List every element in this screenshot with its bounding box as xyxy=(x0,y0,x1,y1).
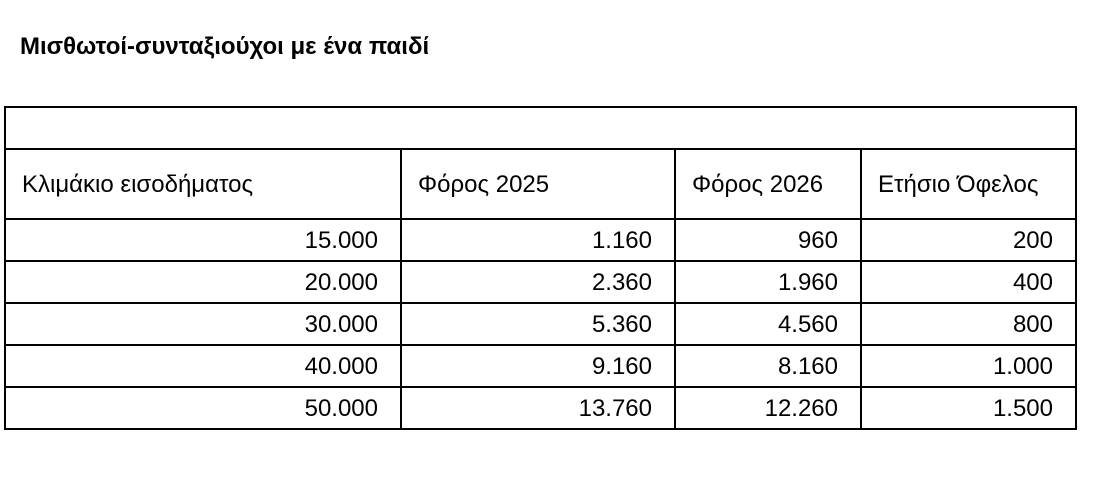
cell-income-bracket: 20.000 xyxy=(5,261,401,303)
cell-tax-2026: 12.260 xyxy=(675,387,861,429)
cell-income-bracket: 30.000 xyxy=(5,303,401,345)
cell-tax-2025: 1.160 xyxy=(401,219,675,261)
table-row xyxy=(5,303,1076,345)
header-tax-2025: Φόρος 2025 xyxy=(401,149,675,219)
header-annual-benefit: Ετήσιο Όφελος xyxy=(861,149,1076,219)
header-income-bracket: Κλιμάκιο εισοδήματος xyxy=(5,149,401,219)
tax-table xyxy=(4,106,1077,430)
table-row xyxy=(5,345,1076,387)
cell-tax-2025: 13.760 xyxy=(401,387,675,429)
cell-tax-2025: 9.160 xyxy=(401,345,675,387)
cell-income-bracket: 50.000 xyxy=(5,387,401,429)
table-row xyxy=(5,261,1076,303)
cell-income-bracket: 40.000 xyxy=(5,345,401,387)
cell-tax-2026: 4.560 xyxy=(675,303,861,345)
cell-annual-benefit: 200 xyxy=(861,219,1076,261)
cell-tax-2026: 960 xyxy=(675,219,861,261)
cell-tax-2026: 8.160 xyxy=(675,345,861,387)
cell-tax-2025: 5.360 xyxy=(401,303,675,345)
table-spacer-row xyxy=(5,107,1076,149)
cell-annual-benefit: 1.500 xyxy=(861,387,1076,429)
table-row xyxy=(5,219,1076,261)
cell-tax-2025: 2.360 xyxy=(401,261,675,303)
cell-annual-benefit: 800 xyxy=(861,303,1076,345)
cell-income-bracket: 15.000 xyxy=(5,219,401,261)
header-tax-2026: Φόρος 2026 xyxy=(675,149,861,219)
cell-annual-benefit: 1.000 xyxy=(861,345,1076,387)
table-spacer-cell xyxy=(5,107,1076,149)
table-header-row xyxy=(5,149,1076,219)
cell-tax-2026: 1.960 xyxy=(675,261,861,303)
page-title: Μισθωτοί-συνταξιούχοι με ένα παιδί xyxy=(20,33,430,60)
cell-annual-benefit: 400 xyxy=(861,261,1076,303)
table-row xyxy=(5,387,1076,429)
